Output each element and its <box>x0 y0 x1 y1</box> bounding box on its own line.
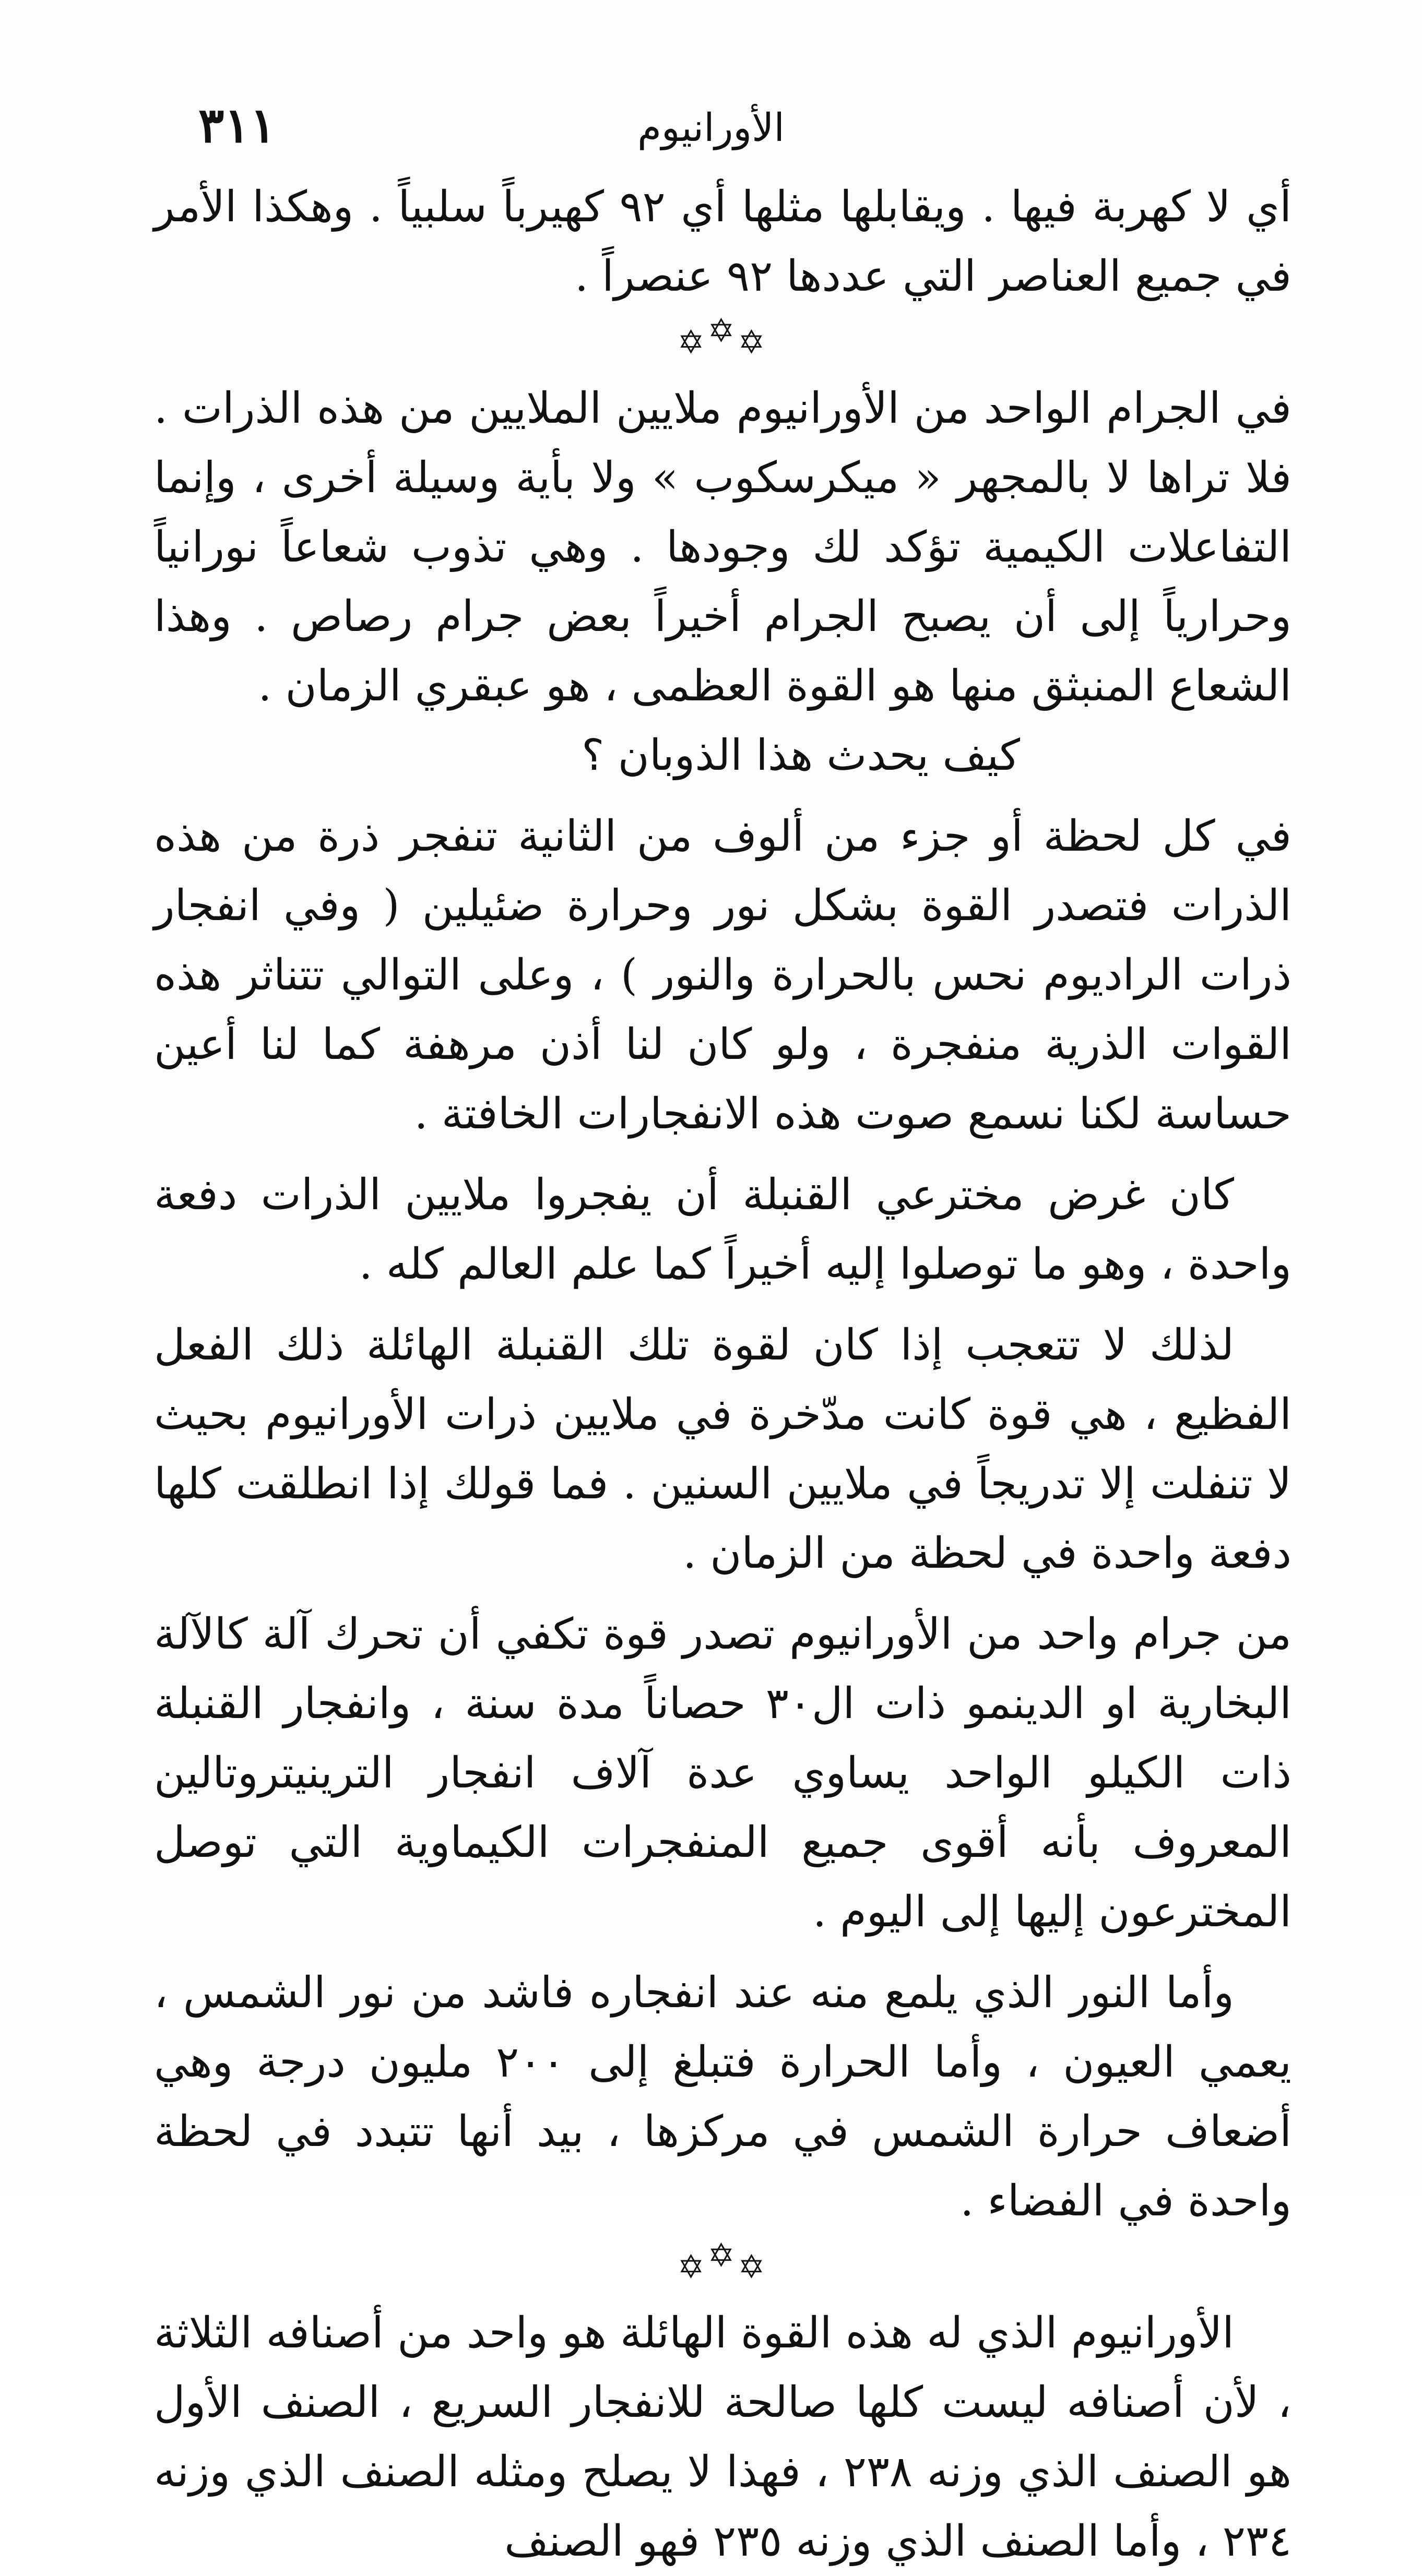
spacer <box>154 790 1291 802</box>
spacer <box>154 1947 1291 1958</box>
star-icon: ✡ <box>677 323 708 361</box>
paragraph-4: كان غرض مخترعي القنبلة أن يفجروا ملايين الذرات دفعة واحدة ، وهو ما توصلوا إليه أخيراً كما علم العالم كله . <box>154 1170 1291 1289</box>
page-number: ٣١١ <box>198 97 276 153</box>
star-separator-1 <box>154 311 1291 374</box>
star-icon: ✡ <box>707 312 738 350</box>
page-header <box>157 99 1265 157</box>
body-text <box>154 172 1291 2576</box>
paragraph-question: كيف يحدث هذا الذوبان ؟ <box>582 731 1020 780</box>
running-title: الأورانيوم <box>637 105 785 150</box>
paragraph-5: لذلك لا تتعجب إذا كان لقوة تلك القنبلة الهائلة ذلك الفعل الفظيع ، هي قوة كانت مدّخرة في ملايين ذرات الأورانيوم بحيث لا تنفلت إلا تدريجاً في ملايين السنين . فما قولك إذا انطلقت كلها دفعة واحدة في لحظة من الزمان . <box>154 1320 1291 1578</box>
star-icon: ✡ <box>738 323 768 361</box>
paragraph-6: من جرام واحد من الأورانيوم تصدر قوة تكفي أن تحرك آلة كالآلة البخارية او الدينمو ذات ال٣٠ حصاناً مدة سنة ، وانفجار القنبلة ذات الكيلو الواحد يساوي عدة آلاف انفجار الترينيتروتالين المعروف بأنه أقوى جميع المنفجرات الكيماوية التي توصل المخترعون إليها إلى اليوم . <box>154 1609 1291 1937</box>
paragraph-8: الأورانيوم الذي له هذه القوة الهائلة هو واحد من أصنافه الثلاثة ، لأن أصنافه ليست كلها صالحة للانفجار السريع ، الصنف الأول هو الصنف الذي وزنه ٢٣٨ ، فهذا لا يصلح ومثله الصنف الذي وزنه ٢٣٤ ، وأما الصنف الذي وزنه ٢٣٥ فهو الصنف <box>154 2308 1292 2566</box>
paragraph-7: وأما النور الذي يلمع منه عند انفجاره فاشد من نور الشمس ، يعمي العيون ، وأما الحرارة فتبلغ إلى ٢٠٠ مليون درجة وهي أضعاف حرارة الشمس في مركزها ، بيد أنها تتبدد في لحظة واحدة في الفضاء . <box>154 1968 1291 2226</box>
paragraph-2: في الجرام الواحد من الأورانيوم ملايين الملايين من هذه الذرات . فلا تراها لا بالمجهر « ميكرسكوب » ولا بأية وسيلة أخرى ، وإنما التفاعلات الكيمية تؤكد لك وجودها . وهي تذوب شعاعاً نورانياً وحرارياً إلى أن يصبح الجرام أخيراً بعض جرام رصاص . وهذا الشعاع المنبثق منها هو القوة العظمى ، هو عبقري الزمان . <box>154 384 1291 711</box>
star-icon: ✡ <box>677 2248 708 2286</box>
spacer <box>154 1149 1291 1160</box>
spacer <box>154 1299 1291 1310</box>
star-separator-2 <box>154 2236 1291 2298</box>
star-icon: ✡ <box>738 2248 768 2286</box>
spacer <box>154 1588 1291 1600</box>
paragraph-1: أي لا كهربة فيها . ويقابلها مثلها أي ٩٢ كهيرباً سلبياً . وهكذا الأمر في جميع العناصر التي عددها ٩٢ عنصراً . <box>154 182 1291 301</box>
paragraph-3: في كل لحظة أو جزء من ألوف من الثانية تنفجر ذرة من هذه الذرات فتصدر القوة بشكل نور وحرارة ضئيلين ( وفي انفجار ذرات الراديوم نحس بالحرارة والنور ) ، وعلى التوالي تتناثر هذه القوات الذرية منفجرة ، ولو كان لنا أذن مرهفة كما لنا أعين حساسة لكنا نسمع صوت هذه الانفجارات الخافتة . <box>154 812 1291 1139</box>
star-icon: ✡ <box>707 2236 738 2274</box>
